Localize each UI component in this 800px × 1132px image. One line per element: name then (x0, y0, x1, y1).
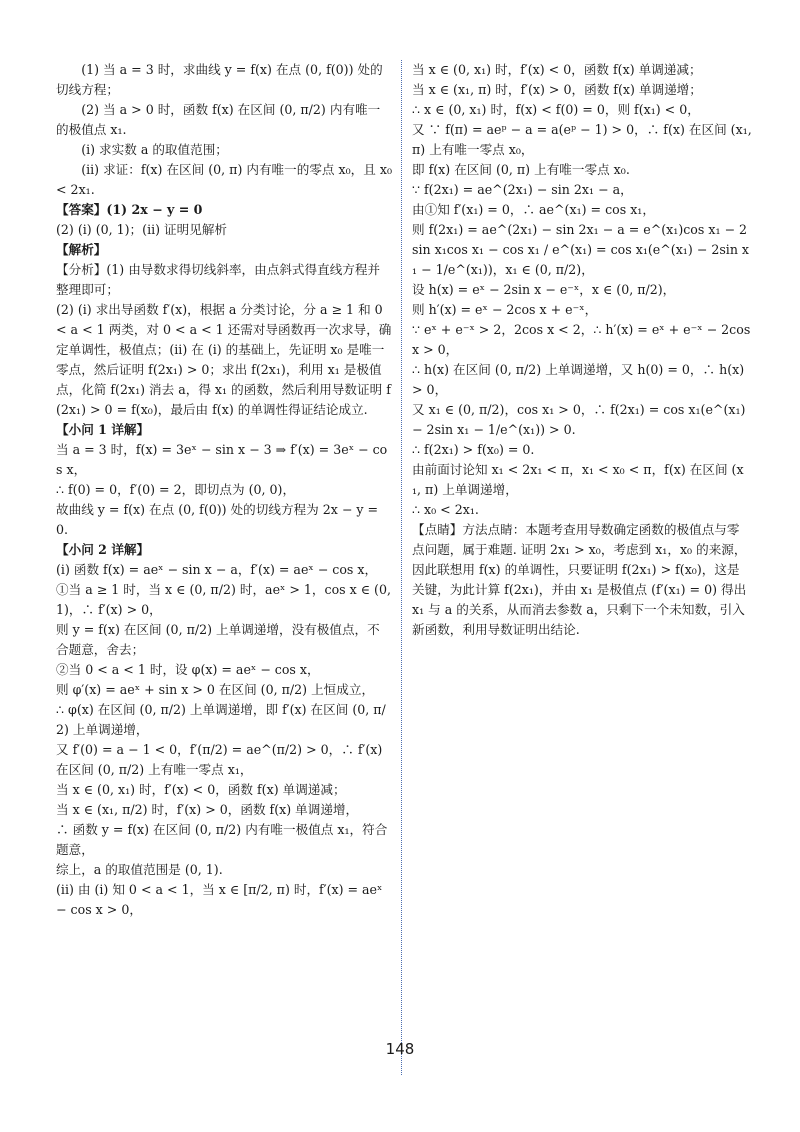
page-number: 148 (385, 1040, 415, 1058)
text-line: 又 f′(0) = a − 1 < 0，f′(π/2) = ae^(π/2) > 0，∴ f′(x) 在区间 (0, π/2) 上有唯一零点 x₁， (56, 742, 387, 777)
text-line: (1) 当 a = 3 时，求曲线 y = f(x) 在点 (0, f(0)) 处的切线方程； (56, 62, 383, 97)
text-line: 设 h(x) = eˣ − 2sin x − e⁻ˣ，x ∈ (0, π/2)， (412, 282, 676, 297)
text-line: 【点睛】方法点睛：本题考查用导数确定函数的极值点与零点问题，属于难题. 证明 2x₁ > x₀，考虑到 x₁，x₀ 的来源，因此联想用 f(x) 的单调性，只要证明 f(2x₁) > f(x₀)，这是关键，为此计算 f(2x₁)，并由 x₁ 是极值点 (f′(x₁) = 0) 得出 x₁ 与 a 的关系，从而消去参数 a，只剩下一个未知数，引入新函数，利用导数证明出结论. (412, 522, 751, 637)
text-line: 【答案】(1) 2x − y = 0 (56, 202, 203, 217)
left-column (56, 60, 397, 1072)
text-line: ∴ 函数 y = f(x) 在区间 (0, π/2) 内有唯一极值点 x₁，符合题意， (56, 822, 388, 857)
text-line: (i) 求实数 a 的取值范围； (81, 142, 228, 157)
text-line: ∵ eˣ + e⁻ˣ > 2，2cos x < 2，∴ h′(x) = eˣ + e⁻ˣ − 2cos x > 0， (412, 322, 755, 357)
text-line: (i) 函数 f(x) = aeˣ − sin x − a，f′(x) = aeˣ − cos x， (56, 562, 378, 577)
text-line: 综上，a 的取值范围是 (0, 1). (56, 862, 223, 877)
text-line: ∴ f(0) = 0，f′(0) = 2，即切点为 (0, 0)， (56, 482, 296, 497)
text-line: ∴ x₀ < 2x₁. (412, 502, 479, 517)
text-line: 则 f(2x₁) = ae^(2x₁) − sin 2x₁ − a = e^(x₁)cos x₁ − 2sin x₁cos x₁ − cos x₁ / e^(x₁) = cos x₁(e^(x₁) − 2sin x₁ − 1/e^(x₁))，x₁ ∈ (0, π/2)， (412, 222, 750, 277)
text-line: 由前面讨论知 x₁ < 2x₁ < π，x₁ < x₀ < π，f(x) 在区间 (x₁, π) 上单调递增， (412, 462, 744, 497)
text-line: 当 a = 3 时，f(x) = 3eˣ − sin x − 3 ⇒ f′(x) = 3eˣ − cos x， (56, 442, 388, 477)
column-divider (401, 60, 402, 1075)
text-line: 即 f(x) 在区间 (0, π) 上有唯一零点 x₀. (412, 162, 630, 177)
text-line: 又 x₁ ∈ (0, π/2)，cos x₁ > 0，∴ f(2x₁) = cos x₁(e^(x₁) − 2sin x₁ − 1/e^(x₁)) > 0. (412, 402, 750, 437)
text-line: (2) (i) 求出导函数 f′(x)，根据 a 分类讨论，分 a ≥ 1 和 0 < a < 1 两类，对 0 < a < 1 还需对导函数再一次求导，确定单调性，极值点；(ii) 在 (i) 的基础上，先证明 x₀ 是唯一零点，然后证明 f(2x₁) > 0；求出 f(2x₁)，利用 x₁ 是极值点，化简 f(2x₁) 消去 a，得 x₁ 的函数，然后利用导数证明 f(2x₁) > 0 = f(x₀)，最后由 f(x) 的单调性得证结论成立. (56, 302, 392, 417)
text-line: ①当 a ≥ 1 时，当 x ∈ (0, π/2) 时，aeˣ > 1，cos x ∈ (0, 1)，∴ f′(x) > 0， (56, 582, 395, 617)
text-line: 则 h′(x) = eˣ − 2cos x + e⁻ˣ， (412, 302, 598, 317)
text-line: 【解析】 (56, 242, 107, 257)
text-line: ∴ h(x) 在区间 (0, π/2) 上单调递增，又 h(0) = 0，∴ h(x) > 0， (412, 362, 749, 397)
text-line: 故曲线 y = f(x) 在点 (0, f(0)) 处的切线方程为 2x − y = 0. (56, 502, 383, 537)
text-line: ∴ φ(x) 在区间 (0, π/2) 上单调递增，即 f′(x) 在区间 (0, π/2) 上单调递增， (56, 702, 386, 737)
text-line: 则 φ′(x) = aeˣ + sin x > 0 在区间 (0, π/2) 上恒成立， (56, 682, 375, 697)
text-line: 当 x ∈ (0, x₁) 时，f′(x) < 0，函数 f(x) 单调递减； (412, 62, 702, 77)
text-line: ②当 0 < a < 1 时，设 φ(x) = aeˣ − cos x， (56, 662, 320, 677)
text-line: ∴ f(2x₁) > f(x₀) = 0. (412, 442, 535, 457)
text-line: (2) (i) (0, 1)；(ii) 证明见解析 (56, 222, 228, 237)
text-line: ∵ f(2x₁) = ae^(2x₁) − sin 2x₁ − a， (412, 182, 633, 197)
text-line: (2) 当 a > 0 时，函数 f(x) 在区间 (0, π/2) 内有唯一的极值点 x₁. (56, 102, 381, 137)
text-line: 则 y = f(x) 在区间 (0, π/2) 上单调递增，没有极值点，不合题意，舍去； (56, 622, 380, 657)
text-line: 【小问 1 详解】 (56, 422, 150, 437)
text-line: (ii) 由 (i) 知 0 < a < 1，当 x ∈ [π/2, π) 时，f′(x) = aeˣ − cos x > 0， (56, 882, 387, 917)
right-column (412, 60, 756, 1072)
text-line: ∴ x ∈ (0, x₁) 时，f(x) < f(0) = 0，则 f(x₁) < 0， (412, 102, 700, 117)
text-line: 当 x ∈ (x₁, π/2) 时，f′(x) > 0，函数 f(x) 单调递增， (56, 802, 359, 817)
text-line: 由①知 f′(x₁) = 0，∴ ae^(x₁) = cos x₁， (412, 202, 655, 217)
text-line: (ii) 求证：f(x) 在区间 (0, π) 内有唯一的零点 x₀，且 x₀ < 2x₁. (56, 162, 397, 197)
text-line: 当 x ∈ (x₁, π) 时，f′(x) > 0，函数 f(x) 单调递增； (412, 82, 702, 97)
text-line: 又 ∵ f(π) = aeᵖ − a = a(eᵖ − 1) > 0，∴ f(x) 在区间 (x₁, π) 上有唯一零点 x₀， (412, 122, 756, 157)
text-line: 【分析】(1) 由导数求得切线斜率，由点斜式得直线方程并整理即可； (56, 262, 381, 297)
text-line: 当 x ∈ (0, x₁) 时，f′(x) < 0，函数 f(x) 单调递减； (56, 782, 346, 797)
text-line: 【小问 2 详解】 (56, 542, 150, 557)
